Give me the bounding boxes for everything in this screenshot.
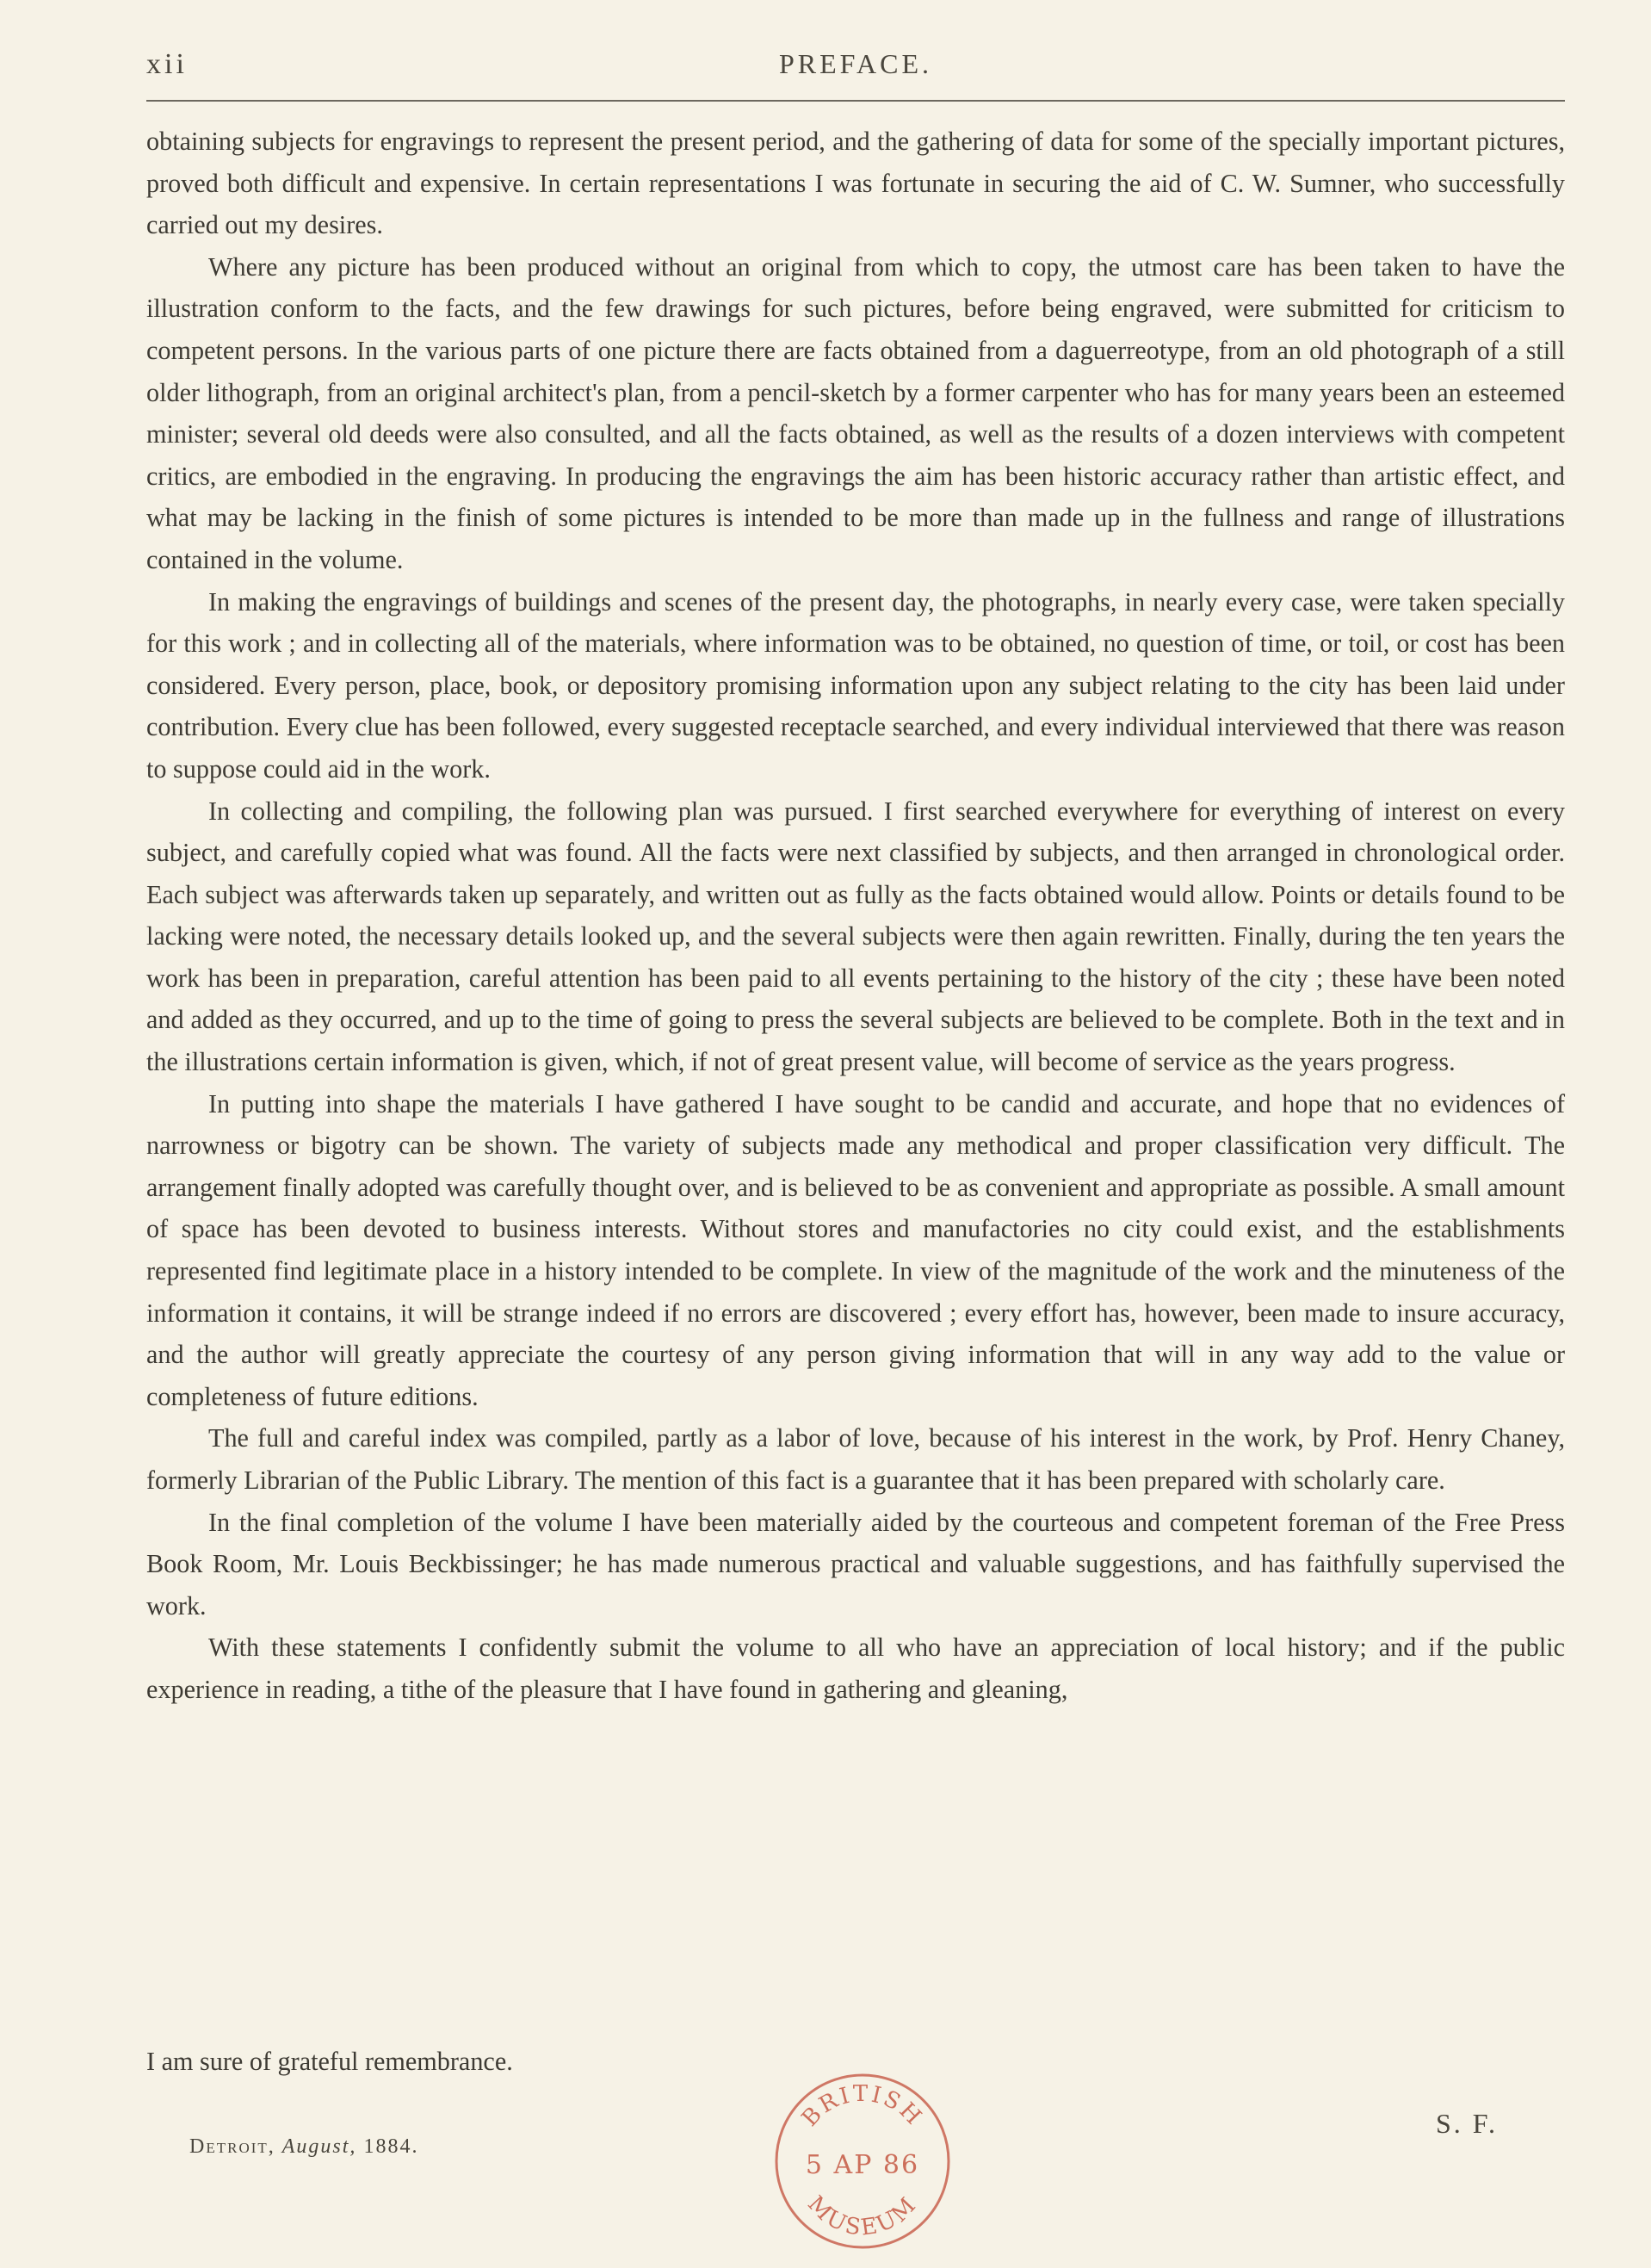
- paragraph-3: In making the engravings of buildings and scenes of the present day, the photographs, in nearly every case, were taken specially for this work ; and in collecting all of the materials, where information was to be obtained, no question of time, or toil, or cost has been considered. Every person, place, book, or depository promising information upon any subject relating to the city has been laid under contribution. Every clue has been followed, every suggested receptacle searched, and every individual interviewed that there was reason to suppose could aid in the work.: [146, 586, 1565, 784]
- dateline-month: August,: [281, 2135, 357, 2158]
- page-number: xii: [146, 48, 188, 80]
- stamp-bottom-text: MUSEUM: [802, 2191, 923, 2241]
- paragraph-4: In collecting and compiling, the following plan was pursued. I first searched everywhere for everything of interest on every subject, and carefully copied what was found. All the facts were next classified by subjects, and then arranged in chronological order. Each subject was afterwards taken up separately, and written out as fully as the facts obtained would allow. Points or details found to be lacking were noted, the necessary details looked up, and the several subjects were then again rewritten. Finally, during the ten years the work has been in preparation, careful attention has been paid to all events pertaining to the history of the city ; these have been noted and added as they occurred, and up to the time of going to press the several subjects are believed to be complete. Both in the text and in the illustrations certain information is given, which, if not of great present value, will become of service as the years progress.: [146, 796, 1565, 1077]
- paragraph-1: obtaining subjects for engravings to represent the present period, and the gathering of data for some of the specially important pictures, proved both difficult and expensive. In certain representations I was fortunate in securing the aid of C. W. Sumner, who successfully carried out my desires.: [146, 127, 1565, 240]
- paragraph-7: In the final completion of the volume I have been materially aided by the courteous and competent foreman of the Free Press Book Room, Mr. Louis Beckbissinger; he has made numerous practical and valuable suggestions, and has faithfully supervised the work.: [146, 1507, 1565, 1620]
- stamp-date: 5 AP 86: [805, 2150, 920, 2180]
- header-rule: [146, 100, 1565, 102]
- paragraph-2: Where any picture has been produced without an original from which to copy, the utmost care has been taken to have the illustration conform to the facts, and the few drawings for such pictures, before being engraved, were submitted for criticism to competent persons. In the various parts of one picture there are facts obtained from a daguerreotype, from an old photograph of a still older lithograph, from an original architect's plan, from a pencil-sketch by a former carpenter who has for many years been an esteemed minister; several old deeds were also consulted, and all the facts obtained, as well as the results of a dozen interviews with competent critics, are embodied in the engraving. In producing the engravings the aim has been historic accuracy rather than artistic effect, and what may be lacking in the finish of some pictures is intended to be more than made up in the fullness and range of illustrations contained in the volume.: [146, 251, 1565, 574]
- paragraph-6: The full and careful index was compiled, partly as a labor of love, because of his interest in the work, by Prof. Henry Chaney, formerly Librarian of the Public Library. The mention of this fact is a guarantee that it has been prepared with scholarly care.: [146, 1423, 1565, 1495]
- preface-body: [146, 121, 1565, 1711]
- closing-line: I am sure of grateful remembrance.: [146, 2047, 513, 2076]
- dateline-place: Detroit,: [189, 2135, 275, 2158]
- dateline: [189, 2135, 418, 2159]
- stamp-top-text: BRITISH: [796, 2080, 928, 2132]
- british-museum-stamp: [768, 2067, 957, 2256]
- author-signature: S. F.: [1436, 2108, 1499, 2139]
- paragraph-8: With these statements I confidently submit the volume to all who have an appreciation of local history; and if the public experience in reading, a tithe of the pleasure that I have found in gathering and gleaning,: [146, 1633, 1565, 1704]
- running-head: PREFACE.: [778, 48, 933, 79]
- paragraph-5: In putting into shape the materials I have gathered I have sought to be candid and accurate, and hope that no evidences of narrowness or bigotry can be shown. The variety of subjects made any methodical and proper classification very difficult. The arrangement finally adopted was carefully thought over, and is believed to be as convenient and appropriate as possible. A small amount of space has been devoted to business interests. Without stores and manufactories no city could exist, and the establishments represented find legitimate place in a history intended to be complete. In view of the magnitude of the work and the minuteness of the information it contains, it will be strange indeed if no errors are discovered ; every effort has, however, been made to insure accuracy, and the author will greatly appreciate the courtesy of any person giving information that will in any way add to the value or completeness of future editions.: [146, 1088, 1565, 1411]
- page-header: [146, 41, 1565, 93]
- dateline-year: 1884.: [363, 2135, 419, 2158]
